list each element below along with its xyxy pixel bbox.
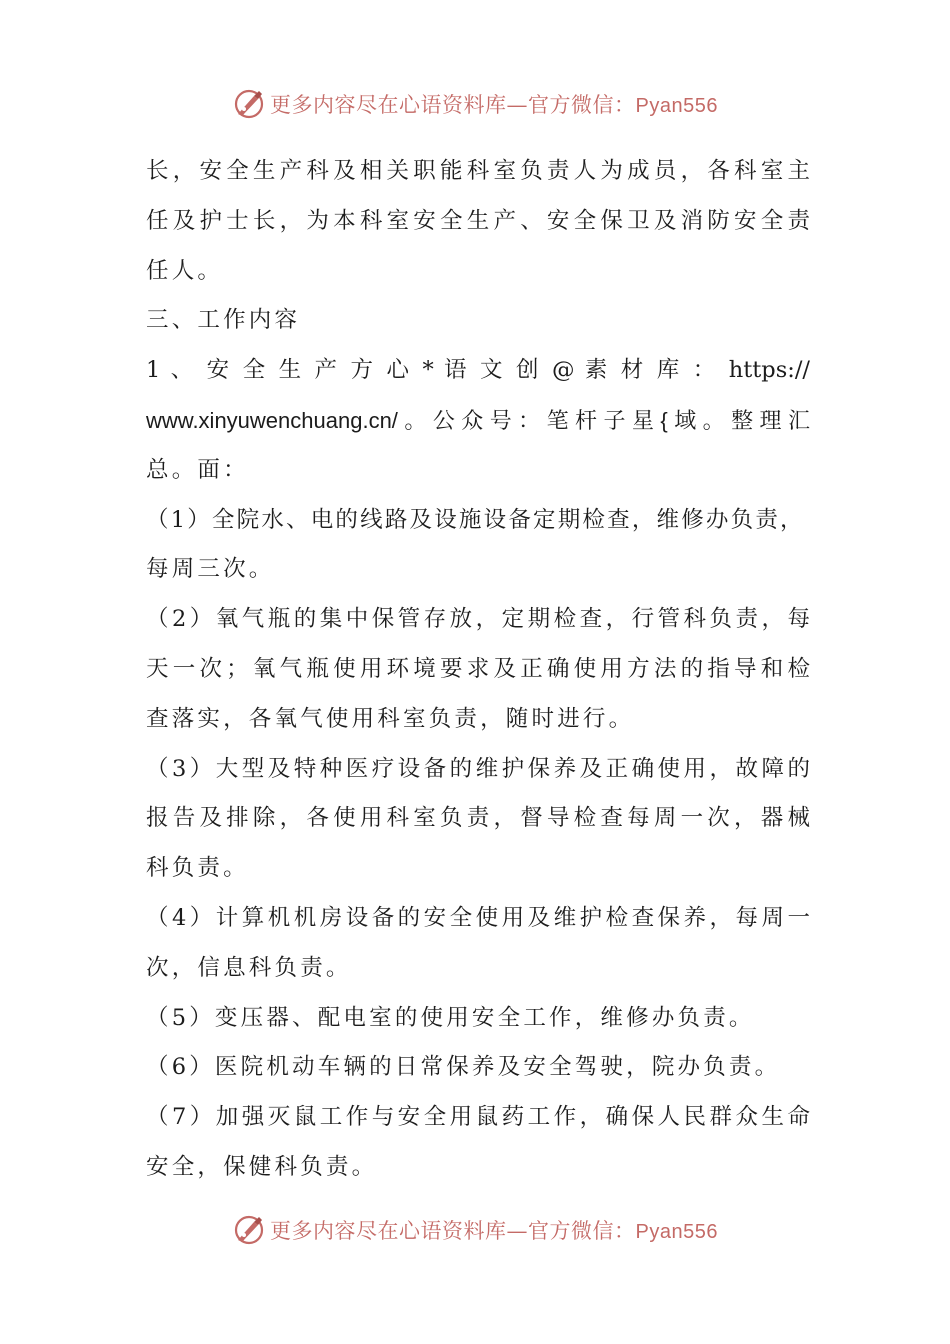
body-line: 任及护士长，为本科室安全生产、安全保卫及消防安全责 — [146, 207, 810, 234]
body-line: 报告及排除，各使用科室负责，督导检查每周一次，器械 — [146, 805, 810, 832]
body-line: 查落实，各氧气使用科室负责，随时进行。 — [146, 705, 635, 732]
body-line: 每周三次。 — [146, 556, 275, 583]
header-banner-text: 更多内容尽在心语资料库—官方微信：Pyan556 — [270, 93, 718, 117]
list-item: （1）全院水、电的线路及设施设备定期检查，维修办负责， — [146, 506, 805, 533]
body-line: 次，信息科负责。 — [146, 954, 352, 981]
section-heading: 三、工作内容 — [146, 307, 301, 334]
body-line: www.xinyuwenchuang.cn/。公众号：笔杆子星{域。整理汇 — [146, 407, 810, 433]
pen-logo-icon — [232, 1213, 266, 1247]
body-line: 总。面： — [146, 456, 249, 483]
list-item: （7）加强灭鼠工作与安全用鼠药工作，确保人民群众生命 — [146, 1104, 810, 1131]
list-item: （2）氧气瓶的集中保管存放，定期检查，行管科负责，每 — [146, 606, 810, 633]
list-item: （6）医院机动车辆的日常保养及安全驾驶，院办负责。 — [146, 1054, 781, 1081]
document-body — [146, 147, 810, 1193]
list-item: （3）大型及特种医疗设备的维护保养及正确使用，故障的 — [146, 755, 810, 782]
body-line: 安全，保健科负责。 — [146, 1153, 378, 1180]
header-banner-handle: Pyan556 — [635, 95, 718, 117]
body-line: 长，安全生产科及相关职能科室负责人为成员，各科室主 — [146, 158, 810, 184]
footer-banner-text: 更多内容尽在心语资料库—官方微信：Pyan556 — [270, 1219, 718, 1243]
pen-logo-icon — [232, 87, 266, 121]
list-item: （5）变压器、配电室的使用安全工作，维修办负责。 — [146, 1004, 755, 1031]
list-item: （4）计算机机房设备的安全使用及维护检查保养，每周一 — [146, 904, 810, 931]
body-line: 任人。 — [146, 257, 224, 284]
body-line: 天一次；氧气瓶使用环境要求及正确使用方法的指导和检 — [146, 655, 810, 682]
body-line: 1 、 安 全 生 产 方 心 * 语 文 创 @ 素 材 库 ： https:// — [146, 357, 810, 384]
footer-banner-handle: Pyan556 — [635, 1221, 718, 1243]
footer-banner — [0, 1210, 950, 1250]
body-line: 科负责。 — [146, 855, 249, 882]
header-banner — [0, 84, 950, 124]
